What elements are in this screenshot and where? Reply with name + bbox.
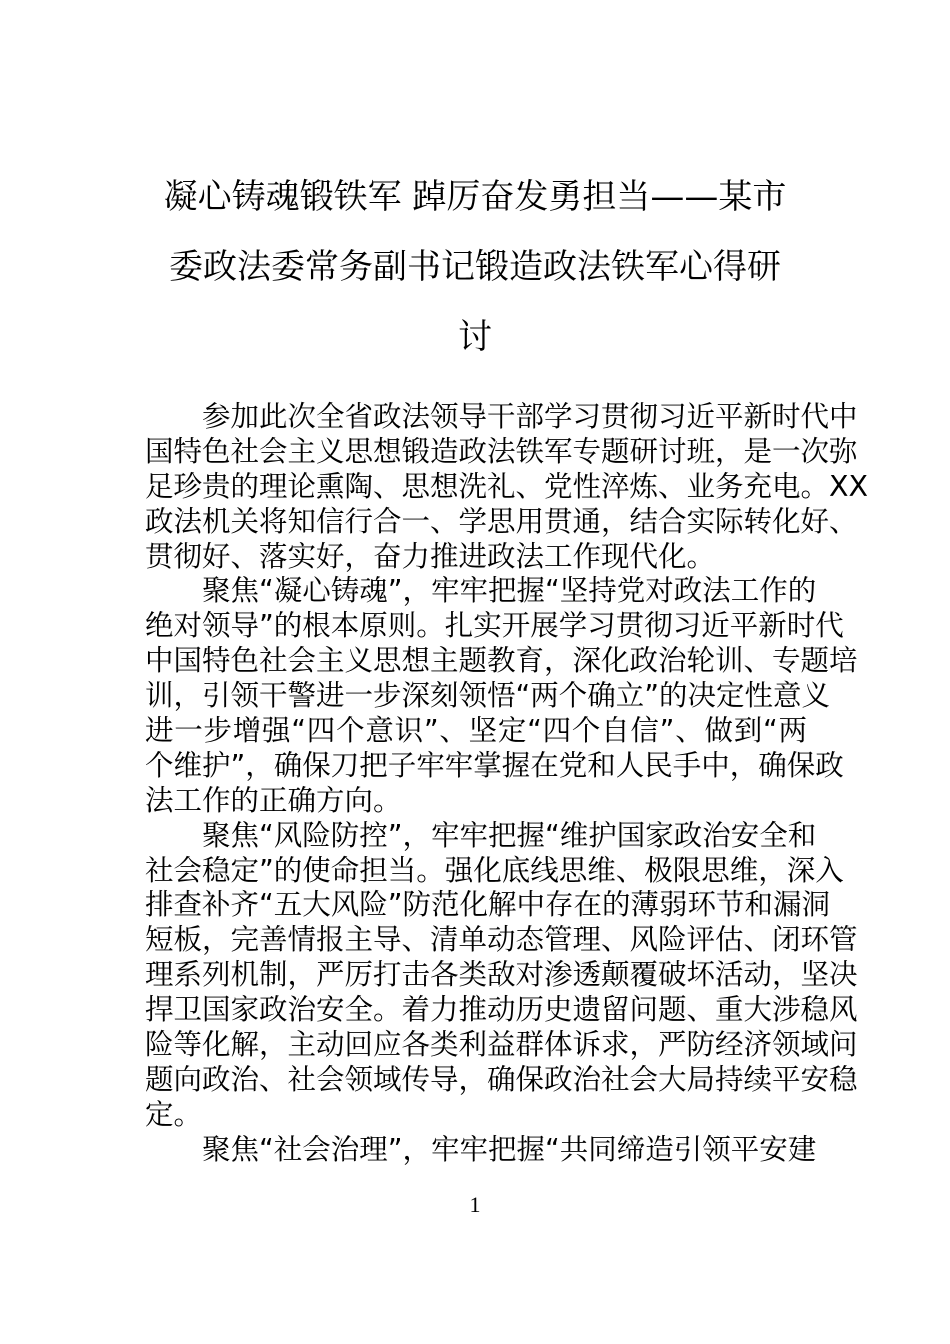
- text-line: 国特色社会主义思想锻造政法铁军专题研讨班，是一次弥: [145, 434, 858, 468]
- text-line: 聚焦“风险防控”，牢牢把握“维护国家政治安全和: [202, 818, 817, 852]
- document-body: [145, 400, 869, 1168]
- title-line: 委政法委常务副书记锻造政法铁军心得研: [169, 247, 781, 287]
- text-line: 聚焦“凝心铸魂”，牢牢把握“坚持党对政法工作的: [202, 574, 817, 608]
- text-line: 政法机关将知信行合一、学思用贯通，结合实际转化好、: [145, 504, 858, 538]
- paragraph: [145, 818, 858, 1133]
- text-line: 进一步增强“四个意识”、坚定“四个自信”、做到“两: [145, 714, 807, 748]
- text-line: 短板，完善情报主导、清单动态管理、风险评估、闭环管: [145, 923, 858, 957]
- text-line: 题向政治、社会领域传导，确保政治社会大局持续平安稳: [145, 1062, 858, 1096]
- text-line: 社会稳定”的使命担当。强化底线思维、极限思维，深入: [145, 853, 844, 887]
- document-title: [140, 166, 810, 376]
- title-line: 讨: [458, 317, 492, 357]
- text-line: 训，引领干警进一步深刻领悟“两个确立”的决定性意义: [145, 679, 831, 713]
- text-line: 参加此次全省政法领导干部学习贯彻习近平新时代中: [202, 400, 858, 433]
- paragraph: [145, 574, 858, 818]
- paragraph: [145, 1132, 817, 1168]
- text-line: 贯彻好、落实好，奋力推进政法工作现代化。: [145, 539, 716, 573]
- text-line: 足珍贵的理论熏陶、思想洗礼、党性淬炼、业务充电。XX: [145, 469, 869, 503]
- text-line: 排查补齐“五大风险”防范化解中存在的薄弱环节和漏洞: [145, 888, 831, 922]
- page-number: 1: [469, 1192, 481, 1217]
- paragraph: [145, 400, 869, 574]
- text-line: 捍卫国家政治安全。着力推动历史遗留问题、重大涉稳风: [145, 993, 858, 1027]
- text-line: 个维护”，确保刀把子牢牢掌握在党和人民手中，确保政: [145, 748, 844, 782]
- text-line: 险等化解，主动回应各类利益群体诉求，严防经济领域问: [145, 1028, 858, 1062]
- text-line: 定。: [145, 1097, 203, 1131]
- title-line: 凝心铸魂锻铁军 踔厉奋发勇担当——某市: [163, 177, 787, 217]
- text-line: 绝对领导”的根本原则。扎实开展学习贯彻习近平新时代: [145, 609, 844, 643]
- text-line: 聚焦“社会治理”，牢牢把握“共同缔造引领平安建: [202, 1132, 817, 1166]
- text-line: 理系列机制，严厉打击各类敌对渗透颠覆破坏活动，坚决: [145, 958, 858, 992]
- text-line: 中国特色社会主义思想主题教育，深化政治轮训、专题培: [145, 644, 858, 678]
- text-line: 法工作的正确方向。: [145, 783, 402, 817]
